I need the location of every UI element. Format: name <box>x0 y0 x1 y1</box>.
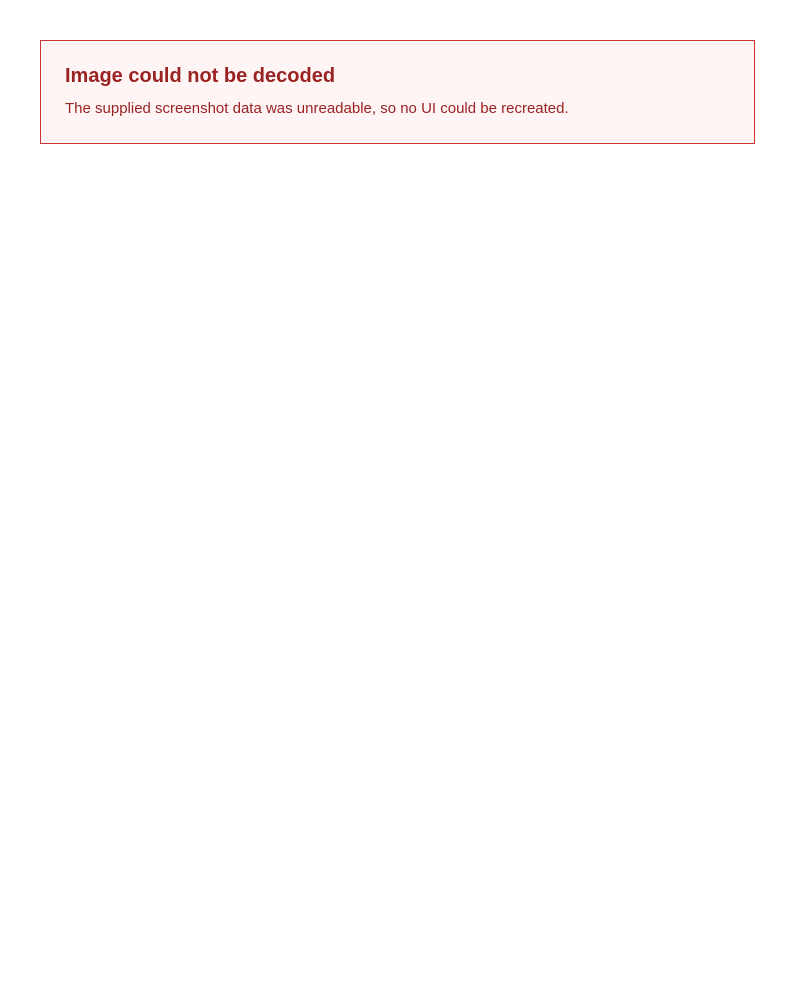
error-detail: The supplied screenshot data was unreadable, so no UI could be recreated. <box>65 100 569 117</box>
error-title: Image could not be decoded <box>65 65 336 87</box>
error-panel <box>40 40 755 144</box>
